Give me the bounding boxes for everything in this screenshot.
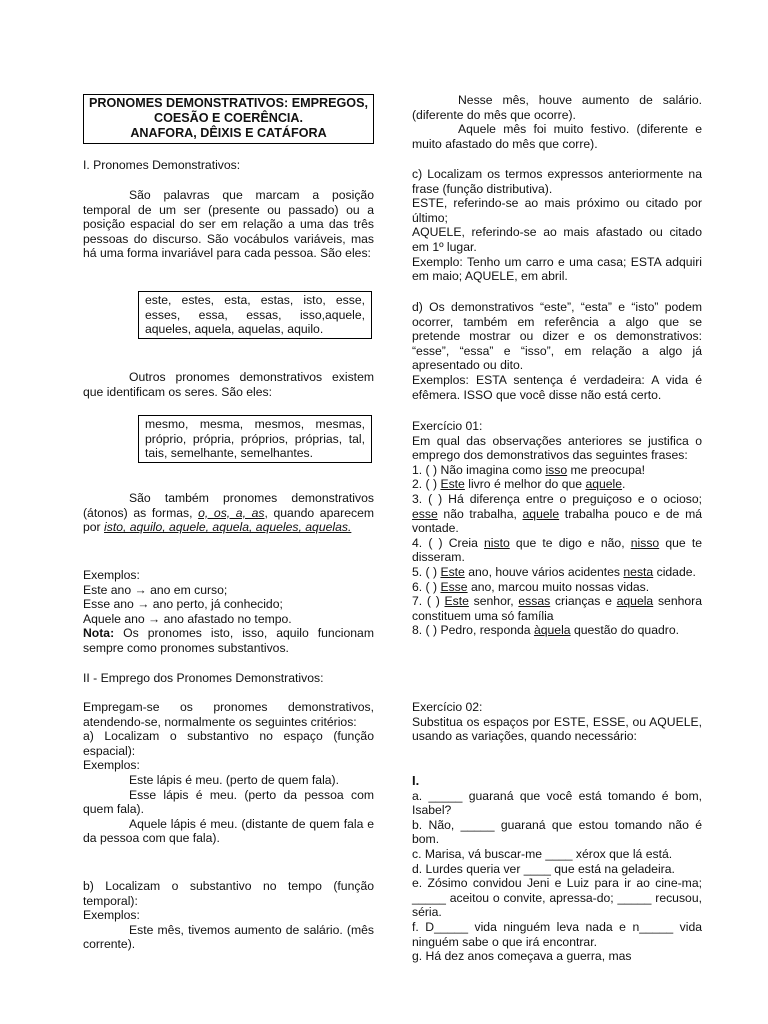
item-a-example-1: Este lápis é meu. (perto de quem fala). — [129, 772, 340, 787]
exercise-1-item: 2. ( ) Este livro é melhor do que aquele. — [412, 477, 626, 492]
item-d-examples: Exemplos: ESTA sentença é verdadeira: A vida é efêmera. ISSO que você disse não está certo. — [412, 372, 702, 402]
other-demonstratives-box: mesmo, mesma, mesmos, mesmas, próprio, própria, próprios, próprias, tal, tais, semelhante, semelhantes. — [138, 415, 372, 463]
exercise-1-item: 4. ( ) Creia nisto que te digo e não, nisso que te disseram. — [412, 535, 703, 565]
exercise-2-item: c. Marisa, vá buscar-me ____ xérox que lá está. — [412, 846, 673, 861]
section-1-intro: São palavras que marcam a posição temporal de um ser (presente ou passado) ou a posição espacial do ser em relação a uma das três pessoas do discurso. São vocábulos variáveis, mas há uma forma invariável para cada pessoa. São eles: — [83, 188, 374, 261]
demonstratives-box: este, estes, esta, estas, isto, esse, esses, essa, essas, isso,aquele, aqueles, aquela, aquelas, aquilo. — [138, 291, 372, 339]
atonos-forms: o, os, a, as — [198, 505, 265, 520]
exercise-2-item: e. Zósimo convidou Jeni e Luiz para ir ao cine-ma; _____ aceitou o convite, apressa-do; _____ recusou, séria. — [412, 876, 702, 920]
exercise-1-item: 7. ( ) Este senhor, essas crianças e aquela senhora constituem uma só família — [412, 594, 703, 623]
exercise-2-title: Exercício 02: — [412, 700, 483, 714]
item-b: b) Localizam o substantivo no tempo (função temporal): — [83, 879, 374, 908]
item-b-example-3: Aquele mês foi muito festivo. (diferente e muito afastado do mês que corre). — [412, 122, 702, 151]
example-line: Esse ano → ano perto, já conhecido; — [83, 597, 283, 612]
section-2-heading: II - Emprego dos Pronomes Demonstrativos: — [83, 671, 324, 685]
title-line-3: ANAFORA, DÊIXIS E CATÁFORA — [130, 126, 327, 140]
examples-label: Exemplos: — [83, 568, 140, 582]
item-c-example: Exemplo: Tenho um carro e uma casa; ESTA adquiri em maio; AQUELE, em abril. — [412, 254, 702, 284]
item-a: a) Localizam o substantivo no espaço (função espacial): — [83, 729, 374, 758]
exercise-1-question: Em qual das observações anteriores se justifica o emprego dos demonstrativos das seguintes frases: — [412, 433, 702, 463]
item-b-example-2: Nesse mês, houve aumento de salário. (diferente do mês que ocorre). — [412, 93, 702, 122]
exercise-2-item: f. D_____ vida ninguém leva nada e n_____ vida ninguém sabe o que irá encontrar. — [412, 919, 702, 949]
item-c-este: ESTE, referindo-se ao mais próximo ou citado por último; — [412, 196, 702, 225]
part-roman-numeral: I. — [412, 773, 420, 788]
example-line: Este ano → ano em curso; — [83, 582, 228, 597]
exercise-2-item: g. Há dez anos começava a guerra, mas — [412, 949, 632, 964]
item-a-examples-label: Exemplos: — [83, 758, 140, 773]
item-a-example-2: Esse lápis é meu. (perto da pessoa com quem fala). — [83, 787, 374, 817]
exercise-1-item: 8. ( ) Pedro, responda àquela questão do quadro. — [412, 623, 679, 638]
title-line-2: COESÃO E COERÊNCIA. — [153, 111, 304, 125]
item-a-example-3: Aquele lápis é meu. (distante de quem fala e da pessoa com que fala). — [83, 816, 374, 846]
item-b-example-1: Este mês, tivemos aumento de salário. (mês corrente). — [83, 922, 374, 952]
item-d: d) Os demonstrativos “este”, “esta” e “isto” podem ocorrer, também em referência a algo que se pretende mostrar ou dizer e os demonstrativos: “esse”, “essa” e “isso”, em relação a algo já apresentado ou dito. — [412, 300, 702, 373]
item-c-aquele: AQUELE, referindo-se ao mais afastado ou citado em 1º lugar. — [412, 225, 702, 254]
exercise-1-item: 3. ( ) Há diferença entre o preguiçoso e o ocioso; esse não trabalha, aquele trabalha pouco e de má vontade. — [412, 491, 703, 536]
item-b-examples-label: Exemplos: — [83, 908, 140, 923]
exercise-1-item: 6. ( ) Esse ano, marcou muito nossas vidas. — [412, 579, 650, 594]
item-c: c) Localizam os termos expressos anteriormente na frase (função distributiva). — [412, 167, 702, 196]
atonos-equivalents: isto, aquilo, aquele, aquela, aqueles, aquelas. — [104, 520, 352, 535]
exercise-1-item: 1. ( ) Não imagina como isso me preocupa! — [412, 462, 646, 477]
exercise-1-title: Exercício 01: — [412, 419, 483, 433]
example-line: Aquele ano → ano afastado no tempo. — [83, 611, 292, 626]
document-title — [83, 94, 374, 144]
section-1-heading: I. Pronomes Demonstrativos: — [83, 158, 241, 172]
exercise-2-item: a. _____ guaraná que você está tomando é bom, Isabel? — [412, 788, 702, 818]
exercise-2-item: d. Lurdes queria ver ____ que está na geladeira. — [412, 861, 675, 876]
title-line-1: PRONOMES DEMONSTRATIVOS: EMPREGOS, — [89, 96, 368, 110]
nota: Nota: Os pronomes isto, isso, aquilo funcionam sempre como pronomes substantivos. — [83, 626, 374, 655]
others-intro: Outros pronomes demonstrativos existem que identificam os seres. São eles: — [83, 370, 374, 399]
exercise-1-item: 5. ( ) Este ano, houve vários acidentes nesta cidade. — [412, 564, 696, 579]
atonos-paragraph: São também pronomes demonstrativos (átonos) as formas, o, os, a, as, quando aparecem por isto, aquilo, aquele, aquela, aqueles, aquelas. — [83, 491, 374, 535]
exercise-2-item: b. Não, _____ guaraná que estou tomando não é bom. — [412, 817, 702, 847]
exercise-1-list — [412, 463, 702, 638]
section-2-intro: Empregam-se os pronomes demonstrativos, atendendo-se, normalmente os seguintes critérios: — [83, 700, 374, 729]
exercise-2-question: Substitua os espaços por ESTE, ESSE, ou AQUELE, usando as variações, quando necessário: — [412, 714, 702, 744]
